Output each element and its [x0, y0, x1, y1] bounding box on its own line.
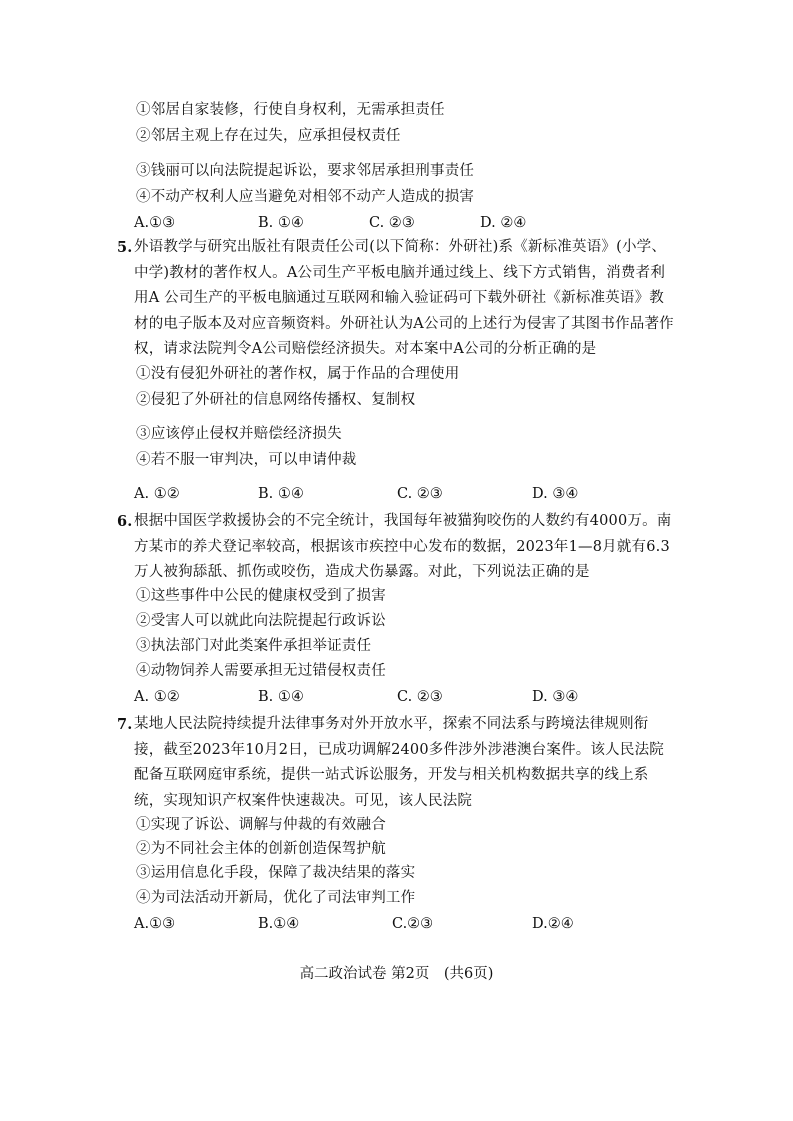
- q5-statement-4: ④若不服一审判决，可以申请仲裁: [136, 452, 357, 468]
- q6-number: 6.: [117, 513, 133, 530]
- q7-statement-4: ④为司法活动开新局，优化了司法审判工作: [136, 890, 416, 906]
- q6-stem: 根据中国医学救援协会的不完全统计，我国每年被猫狗咬伤的人数约有4000万。南方某市的养犬登记率较高，根据该市疾控中心发布的数据，2023年1—8月就有6.3万人被狗舔舐、抓伤或咬伤，造成犬伤暴露。对此，下列说法正确的是: [134, 513, 672, 580]
- q7-statement-3: ③运用信息化手段，保障了裁决结果的落实: [136, 865, 416, 881]
- q5-option-d[interactable]: D. ③④: [532, 486, 579, 502]
- q4-statement-1: ①邻居自家装修，行使自身权利，无需承担责任: [136, 102, 445, 118]
- q4-statement-4: ④不动产权利人应当避免对相邻不动产人造成的损害: [136, 189, 475, 205]
- q6-statement-2: ②受害人可以就此向法院提起行政诉讼: [136, 613, 386, 629]
- q7-stem: 某地人民法院持续提升法律事务对外开放水平，探索不同法系与跨境法律规则衔接，截至2023年10月2日，已成功调解2400多件涉外涉港澳台案件。该人民法院配备互联网庭审系统，提供一站式诉讼服务，开发与相关机构数据共享的线上系统，实现知识产权案件快速裁决。可见，该人民法院: [134, 716, 664, 809]
- q4-statement-3: ③钱丽可以向法院提起诉讼，要求邻居承担刑事责任: [136, 163, 475, 179]
- q7-option-d[interactable]: D.②④: [532, 916, 574, 932]
- q6-statement-3: ③执法部门对此类案件承担举证责任: [136, 638, 372, 654]
- q6-statement-1: ①这些事件中公民的健康权受到了损害: [136, 588, 386, 604]
- q4-option-b[interactable]: B. ①④: [258, 215, 304, 231]
- q6-option-a[interactable]: A. ①②: [134, 689, 180, 705]
- q7-statement-2: ②为不同社会主体的创新创造保驾护航: [136, 841, 386, 857]
- q6-option-c[interactable]: C. ②③: [397, 689, 443, 705]
- q5-statement-1: ①没有侵犯外研社的著作权，属于作品的合理使用: [136, 366, 460, 382]
- q6-option-d[interactable]: D. ③④: [532, 689, 579, 705]
- page-footer: 高二政治试卷 第2页 (共6页): [299, 966, 494, 982]
- q7-statement-1: ①实现了诉讼、调解与仲裁的有效融合: [136, 817, 386, 833]
- q4-option-a[interactable]: A.①③: [134, 215, 176, 231]
- q5-number: 5.: [117, 239, 133, 256]
- q5-option-b[interactable]: B. ①④: [258, 486, 304, 502]
- q7-option-b[interactable]: B.①④: [258, 916, 300, 932]
- q7-option-a[interactable]: A.①③: [134, 916, 176, 932]
- q4-option-d[interactable]: D. ②④: [480, 215, 527, 231]
- q4-option-c[interactable]: C. ②③: [369, 215, 415, 231]
- q5-statement-3: ③应该停止侵权并赔偿经济损失: [136, 426, 342, 442]
- q7-option-c[interactable]: C.②③: [392, 916, 434, 932]
- q5-statement-2: ②侵犯了外研社的信息网络传播权、复制权: [136, 392, 416, 408]
- q5-option-a[interactable]: A. ①②: [134, 486, 180, 502]
- q6-statement-4: ④动物饲养人需要承担无过错侵权责任: [136, 663, 386, 679]
- q4-statement-2: ②邻居主观上存在过失，应承担侵权责任: [136, 128, 401, 144]
- q7-number: 7.: [117, 716, 133, 733]
- q5-option-c[interactable]: C. ②③: [397, 486, 443, 502]
- q6-option-b[interactable]: B. ①④: [258, 689, 304, 705]
- q5-stem: 外语教学与研究出版社有限责任公司(以下简称：外研社)系《新标准英语》(小学、中学)教材的著作权人。A公司生产平板电脑并通过线上、线下方式销售，消费者利用A 公司生产的平板电脑通过互联网和输入验证码可下载外研社《新标准英语》教材的电子版本及对应音频资料。外研社认为A公司的上述行为侵害了其图书作品著作权，请求法院判令A公司赔偿经济损失。对本案中A公司的分析正确的是: [134, 239, 674, 357]
